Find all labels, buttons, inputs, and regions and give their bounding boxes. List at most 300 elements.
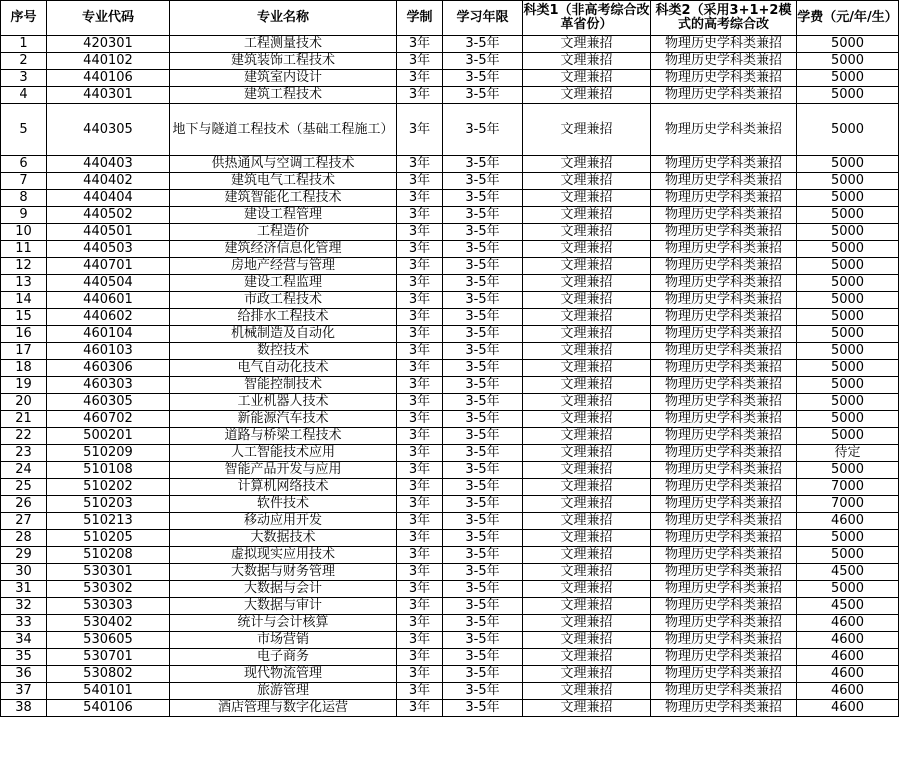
cell-code: 530605 — [47, 632, 170, 649]
cell-study-years: 3-5年 — [443, 547, 523, 564]
cell-category1: 文理兼招 — [523, 275, 651, 292]
cell-code: 460702 — [47, 411, 170, 428]
cell-code: 440602 — [47, 309, 170, 326]
cell-study-years: 3-5年 — [443, 207, 523, 224]
cell-fee: 5000 — [797, 377, 899, 394]
cell-index: 23 — [1, 445, 47, 462]
cell-study-years: 3-5年 — [443, 36, 523, 53]
cell-category1: 文理兼招 — [523, 292, 651, 309]
cell-study-years: 3-5年 — [443, 598, 523, 615]
cell-code: 440504 — [47, 275, 170, 292]
table-row — [1, 513, 899, 530]
cell-name: 数控技术 — [170, 343, 397, 360]
cell-category1: 文理兼招 — [523, 360, 651, 377]
cell-code: 460104 — [47, 326, 170, 343]
cell-code: 530301 — [47, 564, 170, 581]
cell-code: 500201 — [47, 428, 170, 445]
cell-category1: 文理兼招 — [523, 615, 651, 632]
table-row — [1, 598, 899, 615]
cell-category1: 文理兼招 — [523, 632, 651, 649]
cell-duration: 3年 — [397, 530, 443, 547]
cell-name: 虚拟现实应用技术 — [170, 547, 397, 564]
cell-category1: 文理兼招 — [523, 156, 651, 173]
cell-name: 智能产品开发与应用 — [170, 462, 397, 479]
cell-code: 530402 — [47, 615, 170, 632]
cell-duration: 3年 — [397, 479, 443, 496]
cell-category2: 物理历史学科类兼招 — [651, 36, 797, 53]
cell-index: 6 — [1, 156, 47, 173]
cell-code: 440402 — [47, 173, 170, 190]
cell-name: 建设工程监理 — [170, 275, 397, 292]
cell-fee: 5000 — [797, 428, 899, 445]
cell-code: 420301 — [47, 36, 170, 53]
cell-index: 38 — [1, 700, 47, 717]
cell-category2: 物理历史学科类兼招 — [651, 666, 797, 683]
table-row — [1, 632, 899, 649]
cell-fee: 5000 — [797, 462, 899, 479]
cell-code: 440502 — [47, 207, 170, 224]
table-row — [1, 224, 899, 241]
cell-name: 旅游管理 — [170, 683, 397, 700]
cell-category1: 文理兼招 — [523, 462, 651, 479]
cell-category2: 物理历史学科类兼招 — [651, 207, 797, 224]
table-row — [1, 496, 899, 513]
cell-study-years: 3-5年 — [443, 156, 523, 173]
cell-index: 25 — [1, 479, 47, 496]
cell-category2: 物理历史学科类兼招 — [651, 496, 797, 513]
cell-duration: 3年 — [397, 445, 443, 462]
cell-name: 统计与会计核算 — [170, 615, 397, 632]
cell-fee: 4600 — [797, 649, 899, 666]
cell-fee: 5000 — [797, 258, 899, 275]
cell-study-years: 3-5年 — [443, 104, 523, 156]
cell-study-years: 3-5年 — [443, 615, 523, 632]
cell-category2: 物理历史学科类兼招 — [651, 632, 797, 649]
cell-duration: 3年 — [397, 190, 443, 207]
cell-category2: 物理历史学科类兼招 — [651, 377, 797, 394]
cell-category2: 物理历史学科类兼招 — [651, 547, 797, 564]
header-fee: 学费（元/年/生） — [797, 1, 899, 36]
cell-duration: 3年 — [397, 632, 443, 649]
cell-duration: 3年 — [397, 70, 443, 87]
cell-index: 33 — [1, 615, 47, 632]
cell-category1: 文理兼招 — [523, 241, 651, 258]
cell-fee: 5000 — [797, 547, 899, 564]
cell-category1: 文理兼招 — [523, 394, 651, 411]
cell-code: 540106 — [47, 700, 170, 717]
cell-study-years: 3-5年 — [443, 530, 523, 547]
cell-name: 建筑经济信息化管理 — [170, 241, 397, 258]
cell-name: 计算机网络技术 — [170, 479, 397, 496]
cell-study-years: 3-5年 — [443, 462, 523, 479]
cell-category1: 文理兼招 — [523, 581, 651, 598]
cell-name: 电子商务 — [170, 649, 397, 666]
cell-category2: 物理历史学科类兼招 — [651, 479, 797, 496]
cell-name: 供热通风与空调工程技术 — [170, 156, 397, 173]
cell-duration: 3年 — [397, 156, 443, 173]
table-row — [1, 666, 899, 683]
cell-duration: 3年 — [397, 581, 443, 598]
table-row — [1, 190, 899, 207]
cell-fee: 4500 — [797, 598, 899, 615]
table-row — [1, 258, 899, 275]
cell-category1: 文理兼招 — [523, 326, 651, 343]
cell-study-years: 3-5年 — [443, 513, 523, 530]
cell-study-years: 3-5年 — [443, 70, 523, 87]
cell-index: 36 — [1, 666, 47, 683]
cell-fee: 4600 — [797, 700, 899, 717]
cell-code: 530302 — [47, 581, 170, 598]
cell-duration: 3年 — [397, 224, 443, 241]
cell-category1: 文理兼招 — [523, 683, 651, 700]
table-row — [1, 326, 899, 343]
table-row — [1, 394, 899, 411]
cell-index: 20 — [1, 394, 47, 411]
cell-study-years: 3-5年 — [443, 343, 523, 360]
cell-category2: 物理历史学科类兼招 — [651, 241, 797, 258]
cell-category2: 物理历史学科类兼招 — [651, 343, 797, 360]
cell-code: 440106 — [47, 70, 170, 87]
cell-study-years: 3-5年 — [443, 275, 523, 292]
cell-name: 人工智能技术应用 — [170, 445, 397, 462]
table-row — [1, 87, 899, 104]
cell-index: 34 — [1, 632, 47, 649]
cell-duration: 3年 — [397, 87, 443, 104]
table-row — [1, 70, 899, 87]
cell-code: 510205 — [47, 530, 170, 547]
cell-category2: 物理历史学科类兼招 — [651, 513, 797, 530]
cell-name: 大数据与会计 — [170, 581, 397, 598]
cell-name: 电气自动化技术 — [170, 360, 397, 377]
table-row — [1, 649, 899, 666]
cell-code: 460303 — [47, 377, 170, 394]
table-row — [1, 309, 899, 326]
cell-category2: 物理历史学科类兼招 — [651, 292, 797, 309]
cell-category1: 文理兼招 — [523, 530, 651, 547]
cell-code: 510208 — [47, 547, 170, 564]
cell-index: 30 — [1, 564, 47, 581]
cell-fee: 5000 — [797, 87, 899, 104]
cell-category1: 文理兼招 — [523, 411, 651, 428]
cell-category2: 物理历史学科类兼招 — [651, 275, 797, 292]
cell-study-years: 3-5年 — [443, 479, 523, 496]
cell-duration: 3年 — [397, 309, 443, 326]
cell-duration: 3年 — [397, 428, 443, 445]
cell-duration: 3年 — [397, 36, 443, 53]
cell-category1: 文理兼招 — [523, 666, 651, 683]
cell-study-years: 3-5年 — [443, 360, 523, 377]
cell-study-years: 3-5年 — [443, 666, 523, 683]
cell-index: 22 — [1, 428, 47, 445]
cell-category1: 文理兼招 — [523, 53, 651, 70]
cell-code: 460305 — [47, 394, 170, 411]
table-row — [1, 360, 899, 377]
cell-study-years: 3-5年 — [443, 649, 523, 666]
cell-code: 510108 — [47, 462, 170, 479]
table-row — [1, 445, 899, 462]
cell-duration: 3年 — [397, 462, 443, 479]
cell-code: 530303 — [47, 598, 170, 615]
cell-code: 440305 — [47, 104, 170, 156]
cell-study-years: 3-5年 — [443, 700, 523, 717]
cell-study-years: 3-5年 — [443, 377, 523, 394]
cell-duration: 3年 — [397, 104, 443, 156]
table-row — [1, 700, 899, 717]
cell-duration: 3年 — [397, 666, 443, 683]
cell-study-years: 3-5年 — [443, 53, 523, 70]
cell-fee: 4600 — [797, 666, 899, 683]
cell-name: 智能控制技术 — [170, 377, 397, 394]
table-row — [1, 683, 899, 700]
cell-category1: 文理兼招 — [523, 377, 651, 394]
cell-name: 现代物流管理 — [170, 666, 397, 683]
cell-duration: 3年 — [397, 496, 443, 513]
cell-fee: 4600 — [797, 615, 899, 632]
cell-category1: 文理兼招 — [523, 513, 651, 530]
cell-study-years: 3-5年 — [443, 411, 523, 428]
cell-name: 新能源汽车技术 — [170, 411, 397, 428]
cell-category1: 文理兼招 — [523, 649, 651, 666]
cell-category1: 文理兼招 — [523, 564, 651, 581]
cell-fee: 5000 — [797, 36, 899, 53]
cell-name: 软件技术 — [170, 496, 397, 513]
cell-category1: 文理兼招 — [523, 445, 651, 462]
table-row — [1, 241, 899, 258]
cell-duration: 3年 — [397, 360, 443, 377]
table-row — [1, 530, 899, 547]
cell-code: 530701 — [47, 649, 170, 666]
table-row — [1, 343, 899, 360]
cell-fee: 5000 — [797, 104, 899, 156]
cell-index: 21 — [1, 411, 47, 428]
cell-duration: 3年 — [397, 258, 443, 275]
table-row — [1, 36, 899, 53]
cell-study-years: 3-5年 — [443, 309, 523, 326]
cell-category2: 物理历史学科类兼招 — [651, 53, 797, 70]
table-row — [1, 53, 899, 70]
cell-index: 17 — [1, 343, 47, 360]
cell-duration: 3年 — [397, 207, 443, 224]
cell-category1: 文理兼招 — [523, 70, 651, 87]
cell-fee: 5000 — [797, 326, 899, 343]
cell-fee: 5000 — [797, 360, 899, 377]
cell-fee: 5000 — [797, 173, 899, 190]
cell-study-years: 3-5年 — [443, 224, 523, 241]
cell-code: 510203 — [47, 496, 170, 513]
cell-index: 31 — [1, 581, 47, 598]
cell-category1: 文理兼招 — [523, 36, 651, 53]
cell-study-years: 3-5年 — [443, 581, 523, 598]
cell-name: 大数据与审计 — [170, 598, 397, 615]
cell-study-years: 3-5年 — [443, 241, 523, 258]
cell-index: 16 — [1, 326, 47, 343]
cell-code: 440102 — [47, 53, 170, 70]
table-row — [1, 428, 899, 445]
cell-index: 32 — [1, 598, 47, 615]
cell-category1: 文理兼招 — [523, 479, 651, 496]
cell-code: 440601 — [47, 292, 170, 309]
cell-category1: 文理兼招 — [523, 496, 651, 513]
cell-duration: 3年 — [397, 513, 443, 530]
cell-fee: 5000 — [797, 411, 899, 428]
cell-index: 9 — [1, 207, 47, 224]
cell-name: 市政工程技术 — [170, 292, 397, 309]
cell-study-years: 3-5年 — [443, 326, 523, 343]
cell-study-years: 3-5年 — [443, 292, 523, 309]
cell-name: 建筑室内设计 — [170, 70, 397, 87]
cell-code: 510209 — [47, 445, 170, 462]
cell-duration: 3年 — [397, 394, 443, 411]
header-study-years: 学习年限 — [443, 1, 523, 36]
cell-index: 18 — [1, 360, 47, 377]
cell-index: 3 — [1, 70, 47, 87]
cell-duration: 3年 — [397, 564, 443, 581]
header-code: 专业代码 — [47, 1, 170, 36]
cell-fee: 7000 — [797, 496, 899, 513]
cell-category2: 物理历史学科类兼招 — [651, 564, 797, 581]
table-row — [1, 547, 899, 564]
cell-fee: 5000 — [797, 156, 899, 173]
cell-name: 建设工程管理 — [170, 207, 397, 224]
cell-study-years: 3-5年 — [443, 428, 523, 445]
cell-category2: 物理历史学科类兼招 — [651, 360, 797, 377]
cell-duration: 3年 — [397, 343, 443, 360]
cell-category1: 文理兼招 — [523, 309, 651, 326]
cell-fee: 5000 — [797, 241, 899, 258]
cell-category2: 物理历史学科类兼招 — [651, 530, 797, 547]
cell-code: 460103 — [47, 343, 170, 360]
cell-fee: 5000 — [797, 394, 899, 411]
cell-category2: 物理历史学科类兼招 — [651, 700, 797, 717]
cell-code: 460306 — [47, 360, 170, 377]
cell-name: 给排水工程技术 — [170, 309, 397, 326]
cell-category1: 文理兼招 — [523, 428, 651, 445]
cell-code: 510202 — [47, 479, 170, 496]
cell-category2: 物理历史学科类兼招 — [651, 581, 797, 598]
header-category2: 科类2（采用3+1+2模式的高考综合改 — [651, 1, 797, 36]
cell-index: 27 — [1, 513, 47, 530]
header-duration: 学制 — [397, 1, 443, 36]
table-row — [1, 479, 899, 496]
cell-category2: 物理历史学科类兼招 — [651, 190, 797, 207]
table-row — [1, 581, 899, 598]
cell-duration: 3年 — [397, 411, 443, 428]
cell-index: 5 — [1, 104, 47, 156]
table-row — [1, 275, 899, 292]
cell-index: 19 — [1, 377, 47, 394]
cell-fee: 5000 — [797, 53, 899, 70]
cell-code: 530802 — [47, 666, 170, 683]
cell-fee: 4600 — [797, 683, 899, 700]
cell-category1: 文理兼招 — [523, 547, 651, 564]
table-row — [1, 104, 899, 156]
header-row — [1, 1, 899, 36]
cell-name: 建筑工程技术 — [170, 87, 397, 104]
cell-index: 7 — [1, 173, 47, 190]
cell-index: 4 — [1, 87, 47, 104]
cell-fee: 5000 — [797, 70, 899, 87]
table-row — [1, 615, 899, 632]
cell-duration: 3年 — [397, 598, 443, 615]
cell-duration: 3年 — [397, 292, 443, 309]
cell-name: 移动应用开发 — [170, 513, 397, 530]
cell-code: 440503 — [47, 241, 170, 258]
cell-index: 8 — [1, 190, 47, 207]
header-name: 专业名称 — [170, 1, 397, 36]
cell-index: 35 — [1, 649, 47, 666]
cell-fee: 5000 — [797, 530, 899, 547]
cell-name: 道路与桥梁工程技术 — [170, 428, 397, 445]
cell-study-years: 3-5年 — [443, 445, 523, 462]
cell-code: 440701 — [47, 258, 170, 275]
cell-duration: 3年 — [397, 377, 443, 394]
cell-fee: 5000 — [797, 309, 899, 326]
table-row — [1, 462, 899, 479]
cell-duration: 3年 — [397, 275, 443, 292]
cell-category2: 物理历史学科类兼招 — [651, 394, 797, 411]
table-row — [1, 156, 899, 173]
cell-name: 工程测量技术 — [170, 36, 397, 53]
table-row — [1, 411, 899, 428]
cell-code: 440403 — [47, 156, 170, 173]
table-row — [1, 292, 899, 309]
cell-category2: 物理历史学科类兼招 — [651, 411, 797, 428]
cell-index: 26 — [1, 496, 47, 513]
cell-index: 11 — [1, 241, 47, 258]
cell-category2: 物理历史学科类兼招 — [651, 615, 797, 632]
table-row — [1, 207, 899, 224]
cell-duration: 3年 — [397, 547, 443, 564]
cell-fee: 5000 — [797, 581, 899, 598]
cell-index: 10 — [1, 224, 47, 241]
cell-name: 工程造价 — [170, 224, 397, 241]
cell-study-years: 3-5年 — [443, 87, 523, 104]
cell-index: 14 — [1, 292, 47, 309]
cell-category2: 物理历史学科类兼招 — [651, 104, 797, 156]
cell-category2: 物理历史学科类兼招 — [651, 258, 797, 275]
cell-code: 440501 — [47, 224, 170, 241]
cell-category2: 物理历史学科类兼招 — [651, 156, 797, 173]
header-index: 序号 — [1, 1, 47, 36]
cell-category1: 文理兼招 — [523, 87, 651, 104]
cell-index: 28 — [1, 530, 47, 547]
cell-name: 建筑智能化工程技术 — [170, 190, 397, 207]
cell-duration: 3年 — [397, 700, 443, 717]
cell-name: 工业机器人技术 — [170, 394, 397, 411]
cell-fee: 5000 — [797, 343, 899, 360]
cell-name: 大数据技术 — [170, 530, 397, 547]
cell-category2: 物理历史学科类兼招 — [651, 445, 797, 462]
cell-duration: 3年 — [397, 649, 443, 666]
cell-name: 大数据与财务管理 — [170, 564, 397, 581]
cell-study-years: 3-5年 — [443, 394, 523, 411]
cell-study-years: 3-5年 — [443, 173, 523, 190]
cell-index: 13 — [1, 275, 47, 292]
table-row — [1, 377, 899, 394]
cell-study-years: 3-5年 — [443, 564, 523, 581]
cell-index: 2 — [1, 53, 47, 70]
cell-fee: 5000 — [797, 207, 899, 224]
cell-study-years: 3-5年 — [443, 683, 523, 700]
cell-duration: 3年 — [397, 615, 443, 632]
cell-category2: 物理历史学科类兼招 — [651, 224, 797, 241]
cell-study-years: 3-5年 — [443, 496, 523, 513]
table-row — [1, 564, 899, 581]
cell-fee: 4600 — [797, 513, 899, 530]
cell-name: 建筑电气工程技术 — [170, 173, 397, 190]
cell-code: 440404 — [47, 190, 170, 207]
cell-fee: 5000 — [797, 275, 899, 292]
